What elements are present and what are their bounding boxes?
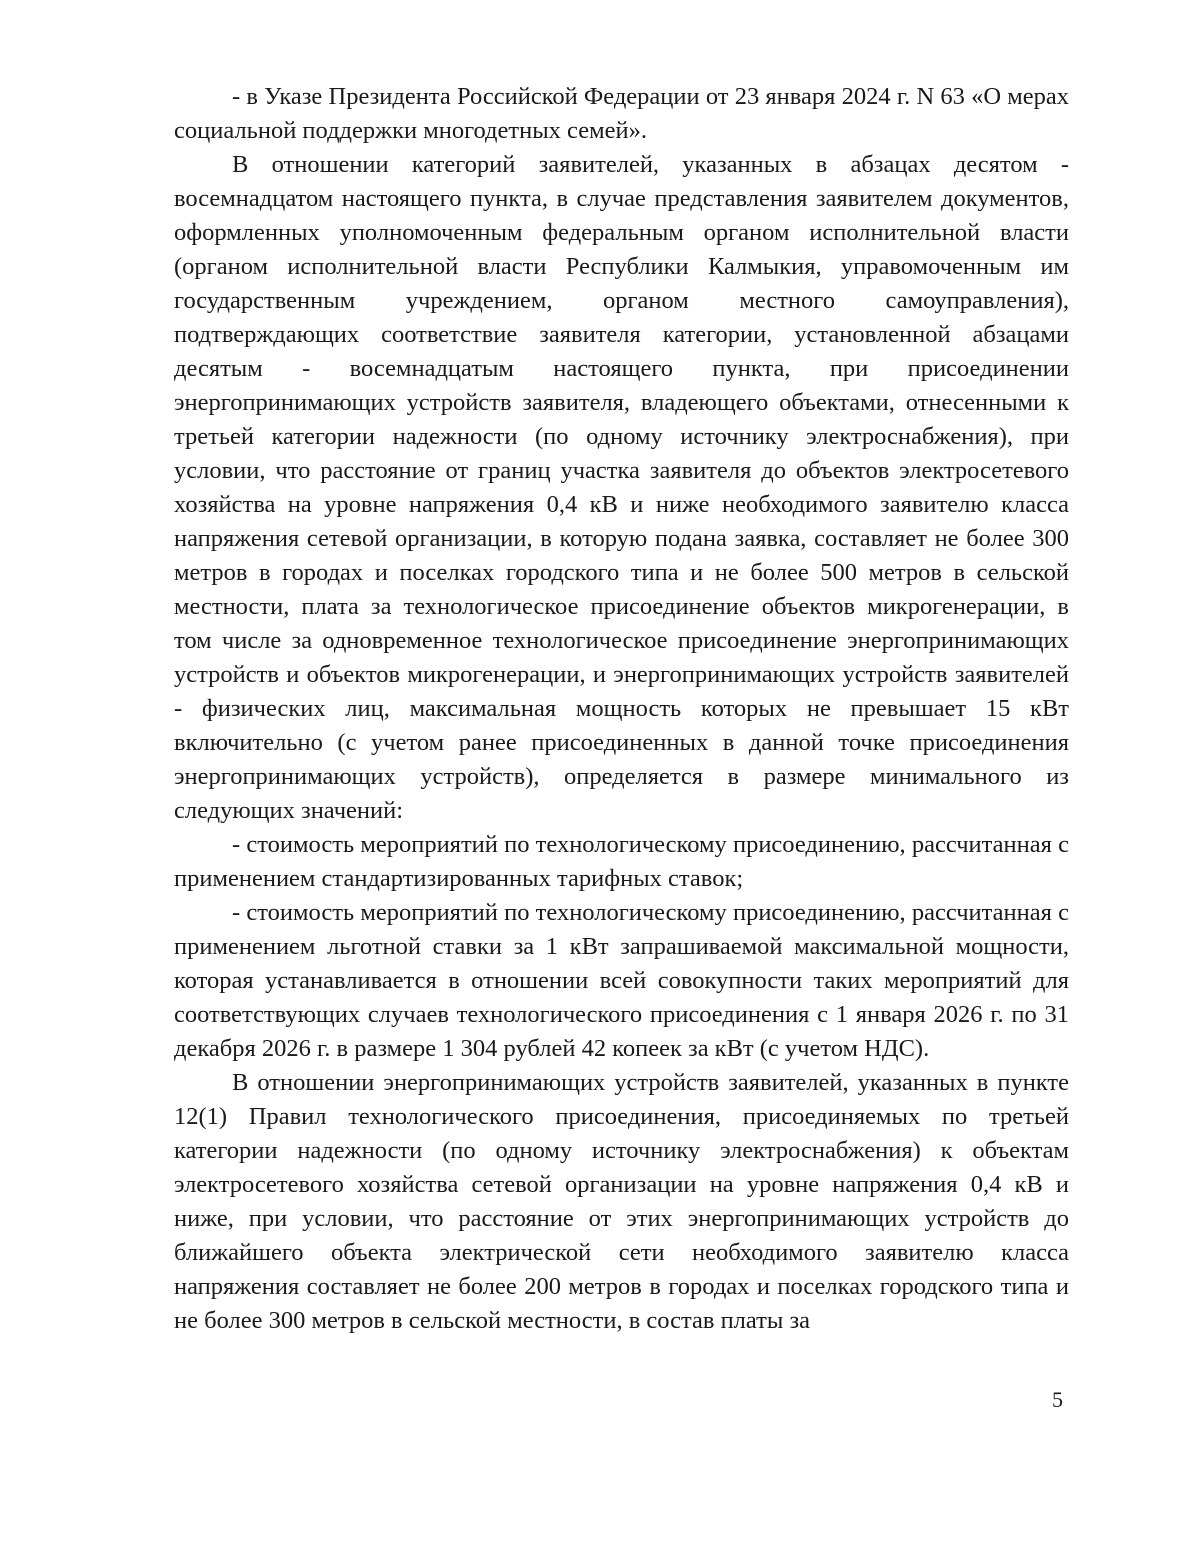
paragraph-applicant-categories: В отношении категорий заявителей, указанных в абзацах десятом - восемнадцатом настоящего пункта, в случае представления заявителем документов, оформленных уполномоченным федеральным органом исполнительной власти (органом исполнительной власти Республики Калмыкия, управомоченным им государственным учреждением, органом местного самоуправления), подтверждающих соответствие заявителя категории, установленной абзацами десятым - восемнадцатым настоящего пункта, при присоединении энергопринимающих устройств заявителя, владеющего объектами, отнесенными к третьей категории надежности (по одному источнику электроснабжения), при условии, что расстояние от границ участка заявителя до объектов электросетевого хозяйства на уровне напряжения 0,4 кВ и ниже необходимого заявителю класса напряжения сетевой организации, в которую подана заявка, составляет не более 300 метров в городах и поселках городского типа и не более 500 метров в сельской местности, плата за технологическое присоединение объектов микрогенерации, в том числе за одновременное технологическое присоединение энергопринимающих устройств и объектов микрогенерации, и энергопринимающих устройств заявителей - физических лиц, максимальная мощность которых не превышает 15 кВт включительно (с учетом ранее присоединенных в данной точке присоединения энергопринимающих устройств), определяется в размере минимального из следующих значений: xyxy=(174,151,1069,824)
list-item-standard-rates: - стоимость мероприятий по технологическому присоединению, рассчитанная с применением стандартизированных тарифных ставок; xyxy=(174,831,1069,892)
page-number: 5 xyxy=(1052,1387,1063,1412)
list-item-preferential-rate: - стоимость мероприятий по технологическому присоединению, рассчитанная с применением льготной ставки за 1 кВт запрашиваемой максимальной мощности, которая устанавливается в отношении всей совокупности таких мероприятий для соответствующих случаев технологического присоединения с 1 января 2026 г. по 31 декабря 2026 г. в размере 1 304 рублей 42 копеек за кВт (с учетом НДС). xyxy=(174,899,1069,1062)
document-body xyxy=(174,80,1069,1338)
paragraph-decree-reference: - в Указе Президента Российской Федерации от 23 января 2024 г. N 63 «О мерах социальной поддержки многодетных семей». xyxy=(174,83,1069,144)
paragraph-energy-devices: В отношении энергопринимающих устройств заявителей, указанных в пункте 12(1) Правил технологического присоединения, присоединяемых по третьей категории надежности (по одному источнику электроснабжения) к объектам электросетевого хозяйства сетевой организации на уровне напряжения 0,4 кВ и ниже, при условии, что расстояние от этих энергопринимающих устройств до ближайшего объекта электрической сети необходимого заявителю класса напряжения составляет не более 200 метров в городах и поселках городского типа и не более 300 метров в сельской местности, в состав платы за xyxy=(174,1069,1069,1334)
